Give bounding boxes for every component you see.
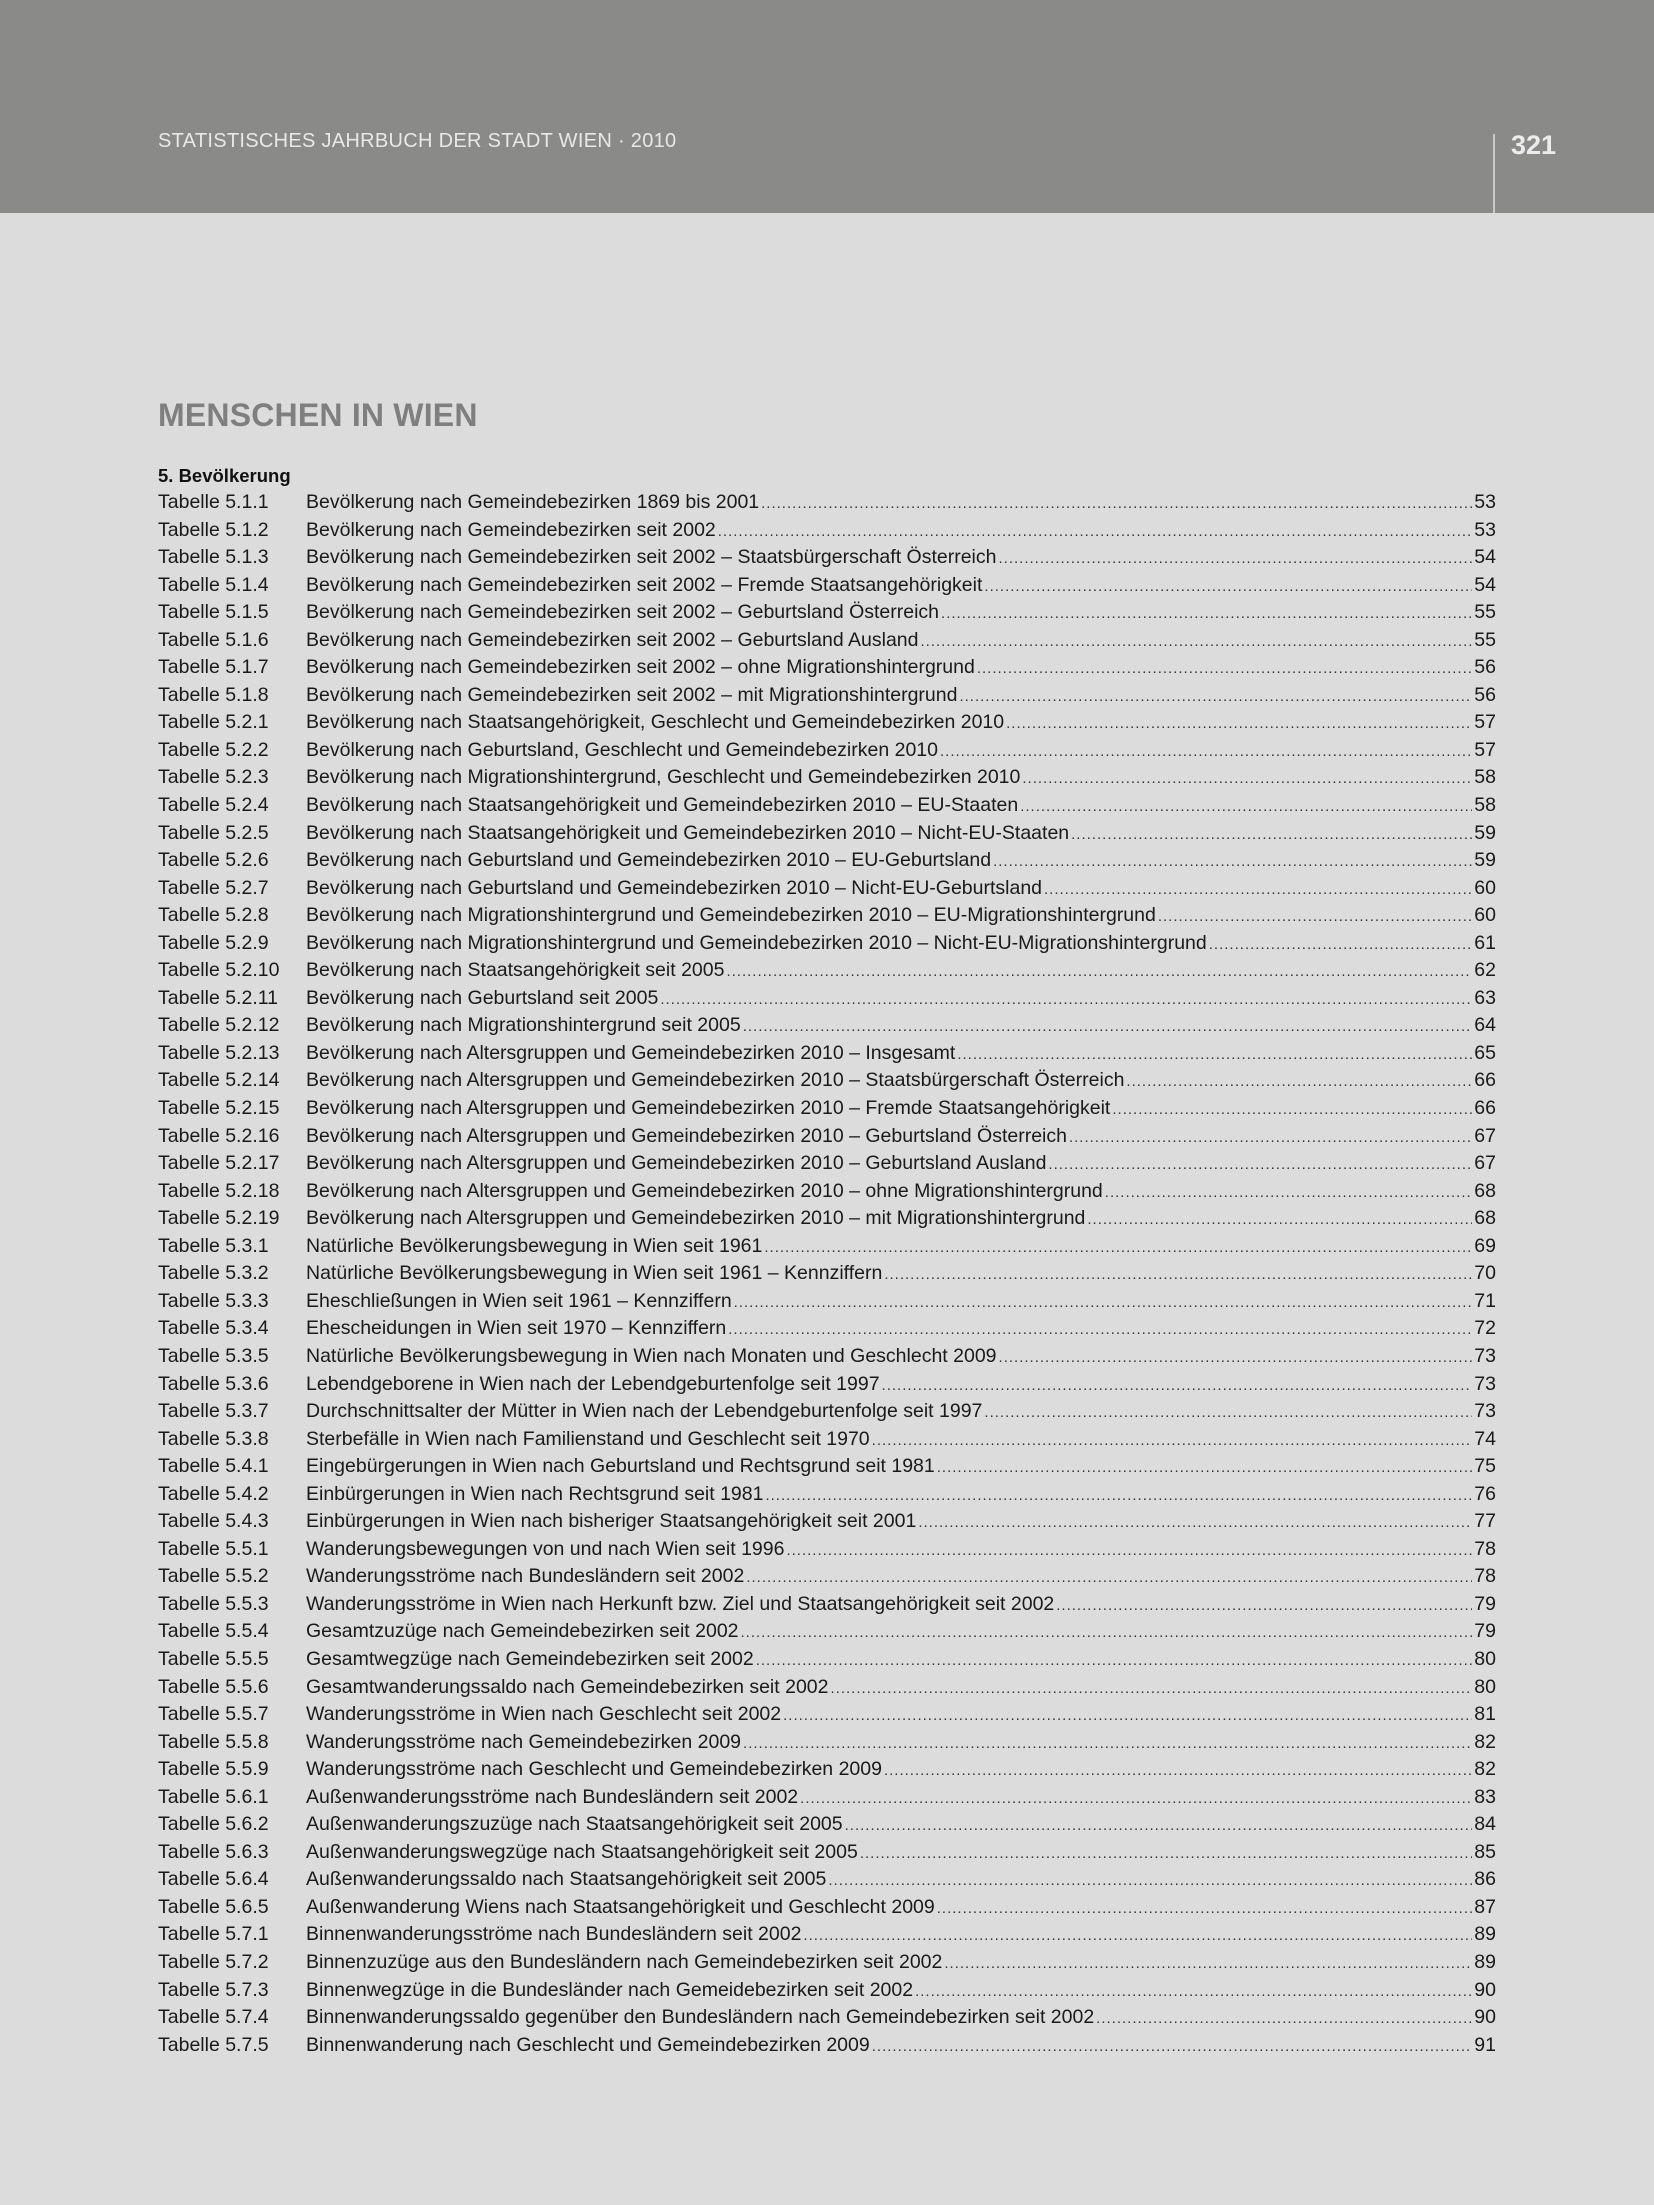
toc-entry[interactable] xyxy=(158,1977,1496,2005)
toc-entry-page: 57 xyxy=(1474,711,1496,734)
toc-entry-title: Bevölkerung nach Altersgruppen und Gemeindebezirken 2010 – mit Migrationshintergrund xyxy=(306,1207,1086,1230)
toc-entry-page: 59 xyxy=(1474,821,1496,844)
toc-entry[interactable] xyxy=(158,709,1496,737)
toc-entry-title: Außenwanderungszuzüge nach Staatsangehörigkeit seit 2005 xyxy=(306,1813,843,1836)
toc-entry-page: 61 xyxy=(1474,931,1496,954)
toc-entry-page: 75 xyxy=(1474,1455,1496,1478)
toc-entry-page: 58 xyxy=(1474,794,1496,817)
toc-entry-label: Tabelle 5.6.4 xyxy=(158,1868,269,1891)
toc-entry-title: Eheschließungen in Wien seit 1961 – Kennziffern xyxy=(306,1289,732,1312)
toc-entry[interactable] xyxy=(158,654,1496,682)
toc-entry-title: Natürliche Bevölkerungsbewegung in Wien nach Monaten und Geschlecht 2009 xyxy=(306,1344,997,1367)
toc-entry-page: 81 xyxy=(1474,1703,1496,1726)
toc-dot-leader xyxy=(1044,876,1472,904)
toc-dot-leader xyxy=(1209,931,1473,959)
toc-entry[interactable] xyxy=(158,1481,1496,1509)
toc-entry-title: Bevölkerung nach Altersgruppen und Gemeindebezirken 2010 – Staatsbürgerschaft Österreich xyxy=(306,1069,1125,1092)
toc-entry[interactable] xyxy=(158,1315,1496,1343)
toc-entry-label: Tabelle 5.2.9 xyxy=(158,931,269,954)
page-number: 321 xyxy=(1511,130,1557,160)
toc-entry[interactable] xyxy=(158,875,1496,903)
toc-entry-title: Bevölkerung nach Gemeindebezirken seit 2002 – Staatsbürgerschaft Österreich xyxy=(306,546,997,569)
toc-entry-label: Tabelle 5.2.8 xyxy=(158,904,269,927)
toc-entry-page: 79 xyxy=(1474,1620,1496,1643)
toc-entry-title: Wanderungsströme in Wien nach Geschlecht seit 2002 xyxy=(306,1703,782,1726)
toc-dot-leader xyxy=(959,683,1472,711)
toc-entry-title: Bevölkerung nach Geburtsland und Gemeindebezirken 2010 – Nicht-EU-Geburtsland xyxy=(306,876,1043,899)
toc-entry-label: Tabelle 5.2.7 xyxy=(158,876,269,899)
toc-entry[interactable] xyxy=(158,627,1496,655)
toc-entry-title: Bevölkerung nach Gemeindebezirken seit 2002 – ohne Migrationshintergrund xyxy=(306,656,975,679)
toc-entry-label: Tabelle 5.3.1 xyxy=(158,1234,269,1257)
toc-dot-leader xyxy=(1048,1151,1472,1179)
toc-entry-page: 63 xyxy=(1474,986,1496,1009)
toc-entry-page: 73 xyxy=(1474,1400,1496,1423)
toc-entry[interactable] xyxy=(158,1343,1496,1371)
toc-entry-title: Außenwanderung Wiens nach Staatsangehörigkeit und Geschlecht 2009 xyxy=(306,1895,935,1918)
toc-entry[interactable] xyxy=(158,517,1496,545)
toc-entry-title: Bevölkerung nach Gemeindebezirken seit 2002 – Fremde Staatsangehörigkeit xyxy=(306,573,983,596)
toc-entry[interactable] xyxy=(158,1233,1496,1261)
toc-dot-leader xyxy=(1056,1592,1472,1620)
toc-entry-label: Tabelle 5.6.2 xyxy=(158,1813,269,1836)
toc-entry[interactable] xyxy=(158,1921,1496,1949)
toc-entry-label: Tabelle 5.5.9 xyxy=(158,1758,269,1781)
toc-entry[interactable] xyxy=(158,599,1496,627)
toc-entry-page: 67 xyxy=(1474,1152,1496,1175)
toc-dot-leader xyxy=(920,628,1472,656)
toc-entry-label: Tabelle 5.2.4 xyxy=(158,794,269,817)
toc-entry-label: Tabelle 5.2.15 xyxy=(158,1097,280,1120)
toc-dot-leader xyxy=(741,1619,1473,1647)
toc-dot-leader xyxy=(1087,1206,1472,1234)
toc-entry-page: 90 xyxy=(1474,2006,1496,2029)
toc-dot-leader xyxy=(830,1675,1472,1703)
toc-entry[interactable] xyxy=(158,1701,1496,1729)
toc-dot-leader xyxy=(845,1812,1473,1840)
toc-entry-label: Tabelle 5.5.8 xyxy=(158,1730,269,1753)
toc-entry-label: Tabelle 5.2.5 xyxy=(158,821,269,844)
toc-dot-leader xyxy=(746,1564,1472,1592)
toc-entry-label: Tabelle 5.2.18 xyxy=(158,1179,280,1202)
toc-entry-title: Wanderungsströme nach Geschlecht und Gemeindebezirken 2009 xyxy=(306,1758,882,1781)
toc-entry-page: 56 xyxy=(1474,683,1496,706)
toc-dot-leader xyxy=(860,1840,1472,1868)
toc-entry[interactable] xyxy=(158,1563,1496,1591)
toc-entry-title: Durchschnittsalter der Mütter in Wien nach der Lebendgeburtenfolge seit 1997 xyxy=(306,1400,983,1423)
toc-entry-page: 64 xyxy=(1474,1014,1496,1037)
toc-dot-leader xyxy=(993,848,1472,876)
toc-entry-page: 73 xyxy=(1474,1372,1496,1395)
toc-entry-label: Tabelle 5.3.2 xyxy=(158,1262,269,1285)
toc-entry-label: Tabelle 5.2.2 xyxy=(158,738,269,761)
toc-entry-title: Einbürgerungen in Wien nach Rechtsgrund seit 1981 xyxy=(306,1482,764,1505)
toc-entry-label: Tabelle 5.2.17 xyxy=(158,1152,280,1175)
toc-entry-page: 73 xyxy=(1474,1344,1496,1367)
toc-entry-title: Bevölkerung nach Geburtsland, Geschlecht und Gemeindebezirken 2010 xyxy=(306,738,938,761)
toc-dot-leader xyxy=(884,1261,1472,1289)
toc-entry[interactable] xyxy=(158,820,1496,848)
toc-entry[interactable] xyxy=(158,1398,1496,1426)
toc-entry[interactable] xyxy=(158,1729,1496,1757)
toc-entry-label: Tabelle 5.7.3 xyxy=(158,1978,269,2001)
toc-entry-page: 67 xyxy=(1474,1124,1496,1147)
toc-entry-title: Einbürgerungen in Wien nach bisheriger Staatsangehörigkeit seit 2001 xyxy=(306,1510,917,1533)
toc-dot-leader xyxy=(800,1785,1472,1813)
toc-dot-leader xyxy=(872,1427,1473,1455)
toc-dot-leader xyxy=(957,1041,1472,1069)
toc-entry-page: 69 xyxy=(1474,1234,1496,1257)
toc-entry-label: Tabelle 5.5.4 xyxy=(158,1620,269,1643)
toc-entry-page: 85 xyxy=(1474,1840,1496,1863)
toc-entry-page: 54 xyxy=(1474,573,1496,596)
toc-entry-page: 54 xyxy=(1474,546,1496,569)
toc-entry[interactable] xyxy=(158,1784,1496,1812)
toc-entry[interactable] xyxy=(158,1811,1496,1839)
toc-dot-leader xyxy=(918,1509,1472,1537)
toc-entry-page: 59 xyxy=(1474,849,1496,872)
toc-entry-title: Bevölkerung nach Geburtsland und Gemeindebezirken 2010 – EU-Geburtsland xyxy=(306,849,992,872)
toc-entry-title: Wanderungsströme nach Bundesländern seit 2002 xyxy=(306,1565,745,1588)
toc-entry-page: 74 xyxy=(1474,1427,1496,1450)
toc-entry-label: Tabelle 5.5.7 xyxy=(158,1703,269,1726)
toc-entry-title: Binnenwegzüge in die Bundesländer nach Gemeidebezirken seit 2002 xyxy=(306,1978,914,2001)
toc-entry-title: Sterbefälle in Wien nach Familienstand und Geschlecht seit 1970 xyxy=(306,1427,870,1450)
toc-entry-label: Tabelle 5.4.1 xyxy=(158,1455,269,1478)
toc-entry-title: Lebendgeborene in Wien nach der Lebendgeburtenfolge seit 1997 xyxy=(306,1372,880,1395)
toc-dot-leader xyxy=(1126,1068,1472,1096)
toc-entry-title: Ehescheidungen in Wien seit 1970 – Kennziffern xyxy=(306,1317,727,1340)
toc-entry-page: 55 xyxy=(1474,628,1496,651)
toc-entry[interactable] xyxy=(158,1646,1496,1674)
toc-entry-label: Tabelle 5.3.4 xyxy=(158,1317,269,1340)
subsection-title: 5. Bevölkerung xyxy=(158,465,291,486)
toc-entry-title: Bevölkerung nach Migrationshintergrund, Geschlecht und Gemeindebezirken 2010 xyxy=(306,766,1021,789)
toc-entry-label: Tabelle 5.1.4 xyxy=(158,573,269,596)
toc-entry-title: Bevölkerung nach Gemeindebezirken seit 2002 – mit Migrationshintergrund xyxy=(306,683,958,706)
toc-entry[interactable] xyxy=(158,1591,1496,1619)
toc-entry-title: Außenwanderungsströme nach Bundesländern seit 2002 xyxy=(306,1785,799,1808)
toc-entry-page: 57 xyxy=(1474,738,1496,761)
toc-entry-page: 56 xyxy=(1474,656,1496,679)
toc-entry-page: 80 xyxy=(1474,1675,1496,1698)
toc-entry[interactable] xyxy=(158,1260,1496,1288)
toc-entry-label: Tabelle 5.2.11 xyxy=(158,986,278,1009)
header-divider xyxy=(1493,134,1495,213)
toc-entry-label: Tabelle 5.3.8 xyxy=(158,1427,269,1450)
toc-entry-label: Tabelle 5.6.3 xyxy=(158,1840,269,1863)
toc-entry[interactable] xyxy=(158,1288,1496,1316)
toc-entry-page: 89 xyxy=(1474,1950,1496,1973)
toc-entry-label: Tabelle 5.7.5 xyxy=(158,2033,269,2056)
toc-entry[interactable] xyxy=(158,1150,1496,1178)
toc-entry-page: 82 xyxy=(1474,1758,1496,1781)
toc-entry-label: Tabelle 5.2.1 xyxy=(158,711,269,734)
toc-entry-title: Bevölkerung nach Staatsangehörigkeit, Geschlecht und Gemeindebezirken 2010 xyxy=(306,711,1005,734)
toc-dot-leader xyxy=(872,2033,1473,2061)
toc-entry-label: Tabelle 5.6.5 xyxy=(158,1895,269,1918)
toc-dot-leader xyxy=(1158,903,1472,931)
toc-entry[interactable] xyxy=(158,1618,1496,1646)
toc-entry-label: Tabelle 5.1.8 xyxy=(158,683,269,706)
toc-dot-leader xyxy=(998,545,1472,573)
toc-dot-leader xyxy=(761,490,1472,518)
toc-dot-leader xyxy=(944,1950,1472,1978)
toc-entry-page: 62 xyxy=(1474,959,1496,982)
toc-entry-page: 84 xyxy=(1474,1813,1496,1836)
toc-entry-page: 55 xyxy=(1474,601,1496,624)
toc-entry-label: Tabelle 5.1.6 xyxy=(158,628,269,651)
toc-entry-page: 86 xyxy=(1474,1868,1496,1891)
toc-entry-label: Tabelle 5.3.3 xyxy=(158,1289,269,1312)
toc-entry-page: 83 xyxy=(1474,1785,1496,1808)
toc-entry-label: Tabelle 5.3.5 xyxy=(158,1344,269,1367)
toc-entry-title: Binnenzuzüge aus den Bundesländern nach Gemeindebezirken seit 2002 xyxy=(306,1950,943,1973)
toc-entry-label: Tabelle 5.7.4 xyxy=(158,2006,269,2029)
toc-dot-leader xyxy=(1006,710,1472,738)
toc-entry-page: 78 xyxy=(1474,1537,1496,1560)
toc-entry-label: Tabelle 5.1.7 xyxy=(158,656,269,679)
toc-entry-label: Tabelle 5.4.3 xyxy=(158,1510,269,1533)
toc-entry-page: 91 xyxy=(1474,2033,1496,2056)
toc-entry[interactable] xyxy=(158,930,1496,958)
toc-entry-label: Tabelle 5.7.2 xyxy=(158,1950,269,1973)
toc-entry-label: Tabelle 5.5.3 xyxy=(158,1592,269,1615)
toc-entry-title: Binnenwanderungsströme nach Bundesländern seit 2002 xyxy=(306,1923,802,1946)
toc-entry[interactable] xyxy=(158,1949,1496,1977)
toc-entry-label: Tabelle 5.2.16 xyxy=(158,1124,280,1147)
toc-entry[interactable] xyxy=(158,1123,1496,1151)
toc-entry-title: Binnenwanderungssaldo gegenüber den Bundesländern nach Gemeindebezirken seit 2002 xyxy=(306,2006,1095,2029)
toc-entry[interactable] xyxy=(158,1508,1496,1536)
toc-entry[interactable] xyxy=(158,1756,1496,1784)
toc-entry[interactable] xyxy=(158,1371,1496,1399)
toc-entry-label: Tabelle 5.2.10 xyxy=(158,959,280,982)
toc-dot-leader xyxy=(1096,2005,1472,2033)
toc-entry[interactable] xyxy=(158,1067,1496,1095)
toc-entry-page: 53 xyxy=(1474,518,1496,541)
toc-entry-title: Bevölkerung nach Staatsangehörigkeit und Gemeindebezirken 2010 – EU-Staaten xyxy=(306,794,1019,817)
toc-entry[interactable] xyxy=(158,1894,1496,1922)
toc-entry[interactable] xyxy=(158,847,1496,875)
toc-dot-leader xyxy=(756,1647,1473,1675)
toc-entry[interactable] xyxy=(158,682,1496,710)
toc-dot-leader xyxy=(999,1344,1473,1372)
toc-entry-title: Natürliche Bevölkerungsbewegung in Wien seit 1961 xyxy=(306,1234,763,1257)
toc-entry-title: Wanderungsströme in Wien nach Herkunft bzw. Ziel und Staatsangehörigkeit seit 2002 xyxy=(306,1592,1055,1615)
toc-entry-page: 82 xyxy=(1474,1730,1496,1753)
toc-entry[interactable] xyxy=(158,2032,1496,2060)
toc-entry-label: Tabelle 5.1.3 xyxy=(158,546,269,569)
toc-entry-title: Bevölkerung nach Migrationshintergrund und Gemeindebezirken 2010 – Nicht-EU-Migrationshintergrund xyxy=(306,931,1207,954)
toc-entry[interactable] xyxy=(158,1012,1496,1040)
toc-entry-label: Tabelle 5.5.1 xyxy=(158,1537,269,1560)
toc-entry-title: Eingebürgerungen in Wien nach Geburtsland und Rechtsgrund seit 1981 xyxy=(306,1455,935,1478)
toc-entry-title: Gesamtwanderungssaldo nach Gemeindebezirken seit 2002 xyxy=(306,1675,829,1698)
toc-entry-page: 78 xyxy=(1474,1565,1496,1588)
toc-entry-label: Tabelle 5.2.14 xyxy=(158,1069,280,1092)
toc-entry-title: Bevölkerung nach Gemeindebezirken seit 2002 xyxy=(306,518,716,541)
toc-entry-title: Bevölkerung nach Altersgruppen und Gemeindebezirken 2010 – Insgesamt xyxy=(306,1041,956,1064)
toc-entry-title: Bevölkerung nach Migrationshintergrund seit 2005 xyxy=(306,1014,741,1037)
toc-entry[interactable] xyxy=(158,1839,1496,1867)
toc-dot-leader xyxy=(937,1895,1473,1923)
toc-entry-page: 72 xyxy=(1474,1317,1496,1340)
toc-entry-label: Tabelle 5.7.1 xyxy=(158,1923,269,1946)
toc-entry[interactable] xyxy=(158,1426,1496,1454)
toc-entry[interactable] xyxy=(158,792,1496,820)
toc-dot-leader xyxy=(743,1730,1472,1758)
toc-entry[interactable] xyxy=(158,1095,1496,1123)
toc-entry-title: Gesamtwegzüge nach Gemeindebezirken seit 2002 xyxy=(306,1647,754,1670)
toc-dot-leader xyxy=(660,986,1472,1014)
toc-entry-label: Tabelle 5.6.1 xyxy=(158,1785,269,1808)
toc-entry-label: Tabelle 5.2.6 xyxy=(158,849,269,872)
toc-entry-title: Bevölkerung nach Altersgruppen und Gemeindebezirken 2010 – ohne Migrationshintergrund xyxy=(306,1179,1103,1202)
toc-dot-leader xyxy=(734,1289,1473,1317)
section-title: MENSCHEN IN WIEN xyxy=(158,397,478,433)
toc-entry-page: 68 xyxy=(1474,1179,1496,1202)
toc-dot-leader xyxy=(984,1399,1472,1427)
toc-dot-leader xyxy=(1112,1096,1472,1124)
toc-entry-page: 66 xyxy=(1474,1097,1496,1120)
toc-dot-leader xyxy=(984,573,1472,601)
toc-dot-leader xyxy=(728,1316,1472,1344)
toc-entry[interactable] xyxy=(158,2004,1496,2032)
toc-entry-title: Wanderungsbewegungen von und nach Wien seit 1996 xyxy=(306,1537,785,1560)
toc-dot-leader xyxy=(1071,821,1472,849)
toc-entry-title: Bevölkerung nach Altersgruppen und Gemeindebezirken 2010 – Fremde Staatsangehörigkeit xyxy=(306,1097,1111,1120)
toc-dot-leader xyxy=(743,1013,1473,1041)
toc-entry-page: 65 xyxy=(1474,1041,1496,1064)
toc-entry-label: Tabelle 5.2.19 xyxy=(158,1207,280,1230)
toc-entry-label: Tabelle 5.5.6 xyxy=(158,1675,269,1698)
toc-entry[interactable] xyxy=(158,1178,1496,1206)
toc-entry-title: Bevölkerung nach Migrationshintergrund und Gemeindebezirken 2010 – EU-Migrationshintergrund xyxy=(306,904,1156,927)
publication-title: STATISTISCHES JAHRBUCH DER STADT WIEN · 2010 xyxy=(158,130,677,152)
toc-dot-leader xyxy=(718,518,1473,546)
toc-entry-label: Tabelle 5.1.5 xyxy=(158,601,269,624)
toc-dot-leader xyxy=(1020,793,1472,821)
toc-entry-page: 60 xyxy=(1474,904,1496,927)
toc-entry-label: Tabelle 5.4.2 xyxy=(158,1482,269,1505)
toc-entry[interactable] xyxy=(158,985,1496,1013)
toc-entry-label: Tabelle 5.5.5 xyxy=(158,1647,269,1670)
toc-dot-leader xyxy=(764,1234,1472,1262)
toc-entry-title: Bevölkerung nach Staatsangehörigkeit und Gemeindebezirken 2010 – Nicht-EU-Staaten xyxy=(306,821,1070,844)
toc-entry-title: Bevölkerung nach Altersgruppen und Gemeindebezirken 2010 – Geburtsland Österreich xyxy=(306,1124,1067,1147)
toc-entry-title: Gesamtzuzüge nach Gemeindebezirken seit 2002 xyxy=(306,1620,739,1643)
toc-entry[interactable] xyxy=(158,489,1496,517)
toc-entry[interactable] xyxy=(158,957,1496,985)
toc-entry-page: 90 xyxy=(1474,1978,1496,2001)
toc-entry-page: 77 xyxy=(1474,1510,1496,1533)
toc-entry-title: Wanderungsströme nach Gemeindebezirken 2009 xyxy=(306,1730,742,1753)
toc-dot-leader xyxy=(726,958,1472,986)
toc-dot-leader xyxy=(884,1757,1472,1785)
page-header xyxy=(0,0,1654,213)
toc-entry[interactable] xyxy=(158,737,1496,765)
table-of-contents xyxy=(158,489,1496,2059)
toc-entry-page: 89 xyxy=(1474,1923,1496,1946)
toc-entry-page: 66 xyxy=(1474,1069,1496,1092)
toc-entry[interactable] xyxy=(158,1205,1496,1233)
toc-entry-label: Tabelle 5.2.13 xyxy=(158,1041,280,1064)
toc-entry-page: 80 xyxy=(1474,1647,1496,1670)
toc-entry-title: Bevölkerung nach Gemeindebezirken seit 2002 – Geburtsland Ausland xyxy=(306,628,919,651)
toc-entry-title: Außenwanderungssaldo nach Staatsangehörigkeit seit 2005 xyxy=(306,1868,827,1891)
toc-entry-page: 79 xyxy=(1474,1592,1496,1615)
toc-entry-page: 58 xyxy=(1474,766,1496,789)
toc-dot-leader xyxy=(765,1482,1472,1510)
toc-entry[interactable] xyxy=(158,764,1496,792)
toc-dot-leader xyxy=(803,1922,1472,1950)
toc-dot-leader xyxy=(786,1537,1472,1565)
toc-entry[interactable] xyxy=(158,572,1496,600)
toc-entry-page: 87 xyxy=(1474,1895,1496,1918)
toc-dot-leader xyxy=(941,600,1472,628)
toc-entry-page: 60 xyxy=(1474,876,1496,899)
toc-entry-label: Tabelle 5.3.7 xyxy=(158,1400,269,1423)
toc-entry[interactable] xyxy=(158,1040,1496,1068)
toc-entry-title: Bevölkerung nach Altersgruppen und Gemeindebezirken 2010 – Geburtsland Ausland xyxy=(306,1152,1047,1175)
toc-dot-leader xyxy=(915,1978,1472,2006)
toc-entry[interactable] xyxy=(158,544,1496,572)
toc-entry-title: Binnenwanderung nach Geschlecht und Gemeindebezirken 2009 xyxy=(306,2033,870,2056)
toc-entry[interactable] xyxy=(158,1536,1496,1564)
toc-entry-label: Tabelle 5.5.2 xyxy=(158,1565,269,1588)
toc-entry-title: Bevölkerung nach Staatsangehörigkeit seit 2005 xyxy=(306,959,725,982)
toc-dot-leader xyxy=(1105,1179,1473,1207)
toc-entry-label: Tabelle 5.1.2 xyxy=(158,518,269,541)
toc-dot-leader xyxy=(828,1867,1472,1895)
toc-entry-label: Tabelle 5.1.1 xyxy=(158,491,269,513)
toc-entry-page: 53 xyxy=(1474,491,1496,513)
toc-dot-leader xyxy=(937,1454,1473,1482)
toc-entry-title: Bevölkerung nach Gemeindebezirken seit 2002 – Geburtsland Österreich xyxy=(306,601,940,624)
toc-dot-leader xyxy=(940,738,1472,766)
toc-entry[interactable] xyxy=(158,1866,1496,1894)
toc-entry-page: 76 xyxy=(1474,1482,1496,1505)
toc-entry-title: Bevölkerung nach Geburtsland seit 2005 xyxy=(306,986,659,1009)
toc-entry-label: Tabelle 5.2.12 xyxy=(158,1014,280,1037)
toc-dot-leader xyxy=(1069,1124,1472,1152)
toc-entry[interactable] xyxy=(158,902,1496,930)
toc-dot-leader xyxy=(977,655,1472,683)
toc-entry-page: 70 xyxy=(1474,1262,1496,1285)
toc-dot-leader xyxy=(783,1702,1472,1730)
toc-entry-page: 71 xyxy=(1474,1289,1496,1312)
toc-entry[interactable] xyxy=(158,1453,1496,1481)
toc-entry-label: Tabelle 5.3.6 xyxy=(158,1372,269,1395)
toc-entry[interactable] xyxy=(158,1674,1496,1702)
toc-entry-label: Tabelle 5.2.3 xyxy=(158,766,269,789)
toc-dot-leader xyxy=(882,1372,1473,1400)
toc-entry-title: Außenwanderungswegzüge nach Staatsangehörigkeit seit 2005 xyxy=(306,1840,858,1863)
toc-entry-title: Bevölkerung nach Gemeindebezirken 1869 bis 2001 xyxy=(306,491,760,513)
toc-entry-page: 68 xyxy=(1474,1207,1496,1230)
toc-dot-leader xyxy=(1022,765,1472,793)
toc-entry-title: Natürliche Bevölkerungsbewegung in Wien seit 1961 – Kennziffern xyxy=(306,1262,883,1285)
